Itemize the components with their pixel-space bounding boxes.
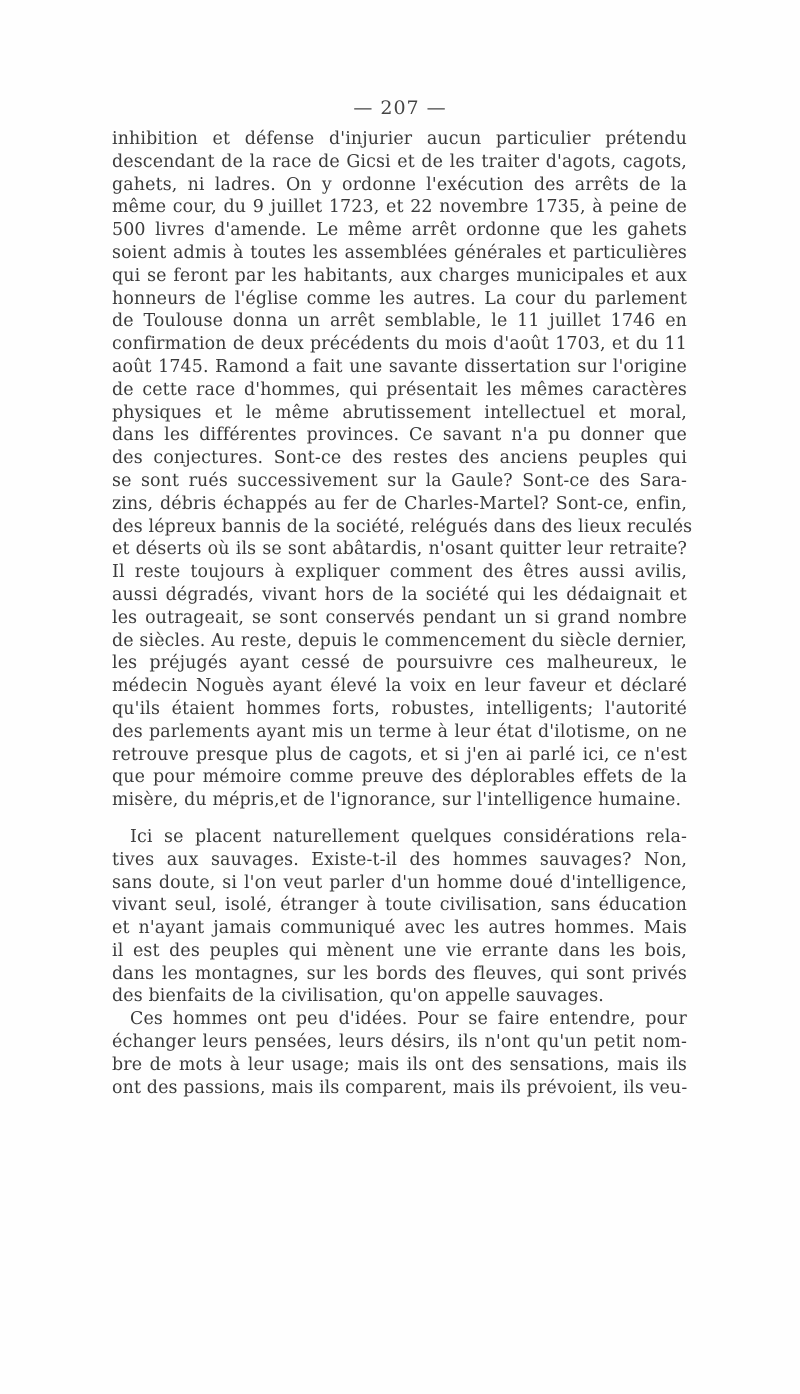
text-line: honneurs de l'église comme les autres. La cour du parlement bbox=[112, 288, 687, 309]
text-line: qu'ils étaient hommes forts, robustes, intelligents; l'autorité bbox=[112, 698, 687, 719]
text-line: se sont rués successivement sur la Gaule? Sont-ce des Sara- bbox=[112, 470, 687, 491]
text-line: et n'ayant jamais communiqué avec les autres hommes. Mais bbox=[112, 918, 687, 939]
text-line: et déserts où ils se sont abâtardis, n'osant quitter leur retraite? bbox=[112, 539, 687, 560]
text-line: vivant seul, isolé, étranger à toute civilisation, sans éducation bbox=[112, 895, 687, 916]
text-line: qui se feront par les habitants, aux charges municipales et aux bbox=[112, 265, 687, 286]
paragraph-1 bbox=[112, 128, 693, 812]
text-line: confirmation de deux précédents du mois d'août 1703, et du 11 bbox=[112, 334, 687, 355]
text-line: descendant de la race de Gicsi et de les traiter d'agots, cagots, bbox=[112, 151, 687, 172]
text-line: des parlements ayant mis un terme à leur état d'ilotisme, on ne bbox=[112, 721, 687, 742]
text-line: bre de mots à leur usage; mais ils ont des sensations, mais ils bbox=[112, 1054, 687, 1075]
text-line: soient admis à toutes les assemblées générales et particulières bbox=[112, 242, 687, 263]
text-line: retrouve presque plus de cagots, et si j'en ai parlé ici, ce n'est bbox=[112, 744, 687, 765]
text-line: les outrageait, se sont conservés pendant un si grand nombre bbox=[112, 607, 687, 628]
body-text bbox=[112, 128, 693, 1099]
text-line: de Toulouse donna un arrêt semblable, le 11 juillet 1746 en bbox=[112, 311, 687, 332]
text-line: dans les montagnes, sur les bords des fleuves, qui sont privés bbox=[112, 963, 687, 984]
text-line: zins, débris échappés au fer de Charles-Martel? Sont-ce, enfin, bbox=[112, 493, 687, 514]
text-line: échanger leurs pensées, leurs désirs, ils n'ont qu'un petit nom- bbox=[112, 1032, 687, 1053]
text-line: misère, du mépris,et de l'ignorance, sur l'intelligence humaine. bbox=[112, 790, 682, 811]
text-line: des conjectures. Sont-ce des restes des anciens peuples qui bbox=[112, 448, 687, 469]
text-line: des lépreux bannis de la société, relégués dans des lieux reculés bbox=[112, 516, 693, 537]
page-number: — 207 — bbox=[353, 97, 447, 119]
text-line: physiques et le même abrutissement intellectuel et moral, bbox=[112, 402, 687, 423]
paragraph-2 bbox=[112, 826, 687, 1008]
text-line: Il reste toujours à expliquer comment des êtres aussi avilis, bbox=[112, 562, 687, 583]
text-line: inhibition et défense d'injurier aucun particulier prétendu bbox=[112, 129, 687, 149]
text-line: sans doute, si l'on veut parler d'un homme doué d'intelligence, bbox=[112, 872, 687, 893]
text-line: même cour, du 9 juillet 1723, et 22 novembre 1735, à peine de bbox=[112, 197, 687, 218]
text-line: Ces hommes ont peu d'idées. Pour se faire entendre, pour bbox=[130, 1009, 687, 1030]
text-line: ont des passions, mais ils comparent, mais ils prévoient, ils veu- bbox=[112, 1077, 688, 1098]
text-line: 500 livres d'amende. Le même arrêt ordonne que les gahets bbox=[112, 220, 687, 241]
text-line: les préjugés ayant cessé de poursuivre ces malheureux, le bbox=[112, 653, 687, 674]
text-line: aussi dégradés, vivant hors de la société qui les dédaignait et bbox=[112, 584, 687, 605]
text-line: de cette race d'hommes, qui présentait les mêmes caractères bbox=[112, 379, 687, 400]
text-line: il est des peuples qui mènent une vie errante dans les bois, bbox=[112, 940, 687, 961]
text-line: dans les différentes provinces. Ce savant n'a pu donner que bbox=[112, 425, 687, 446]
paragraph-spacer bbox=[112, 812, 687, 826]
text-line: que pour mémoire comme preuve des déplorables effets de la bbox=[112, 767, 687, 788]
text-line: Ici se placent naturellement quelques considérations rela- bbox=[130, 826, 687, 847]
text-line: août 1745. Ramond a fait une savante dissertation sur l'origine bbox=[112, 356, 687, 377]
text-line: médecin Noguès ayant élevé la voix en leur faveur et déclaré bbox=[112, 676, 687, 697]
text-line: des bienfaits de la civilisation, qu'on appelle sauvages. bbox=[112, 986, 604, 1007]
text-line: gahets, ni ladres. On y ordonne l'exécution des arrêts de la bbox=[112, 174, 687, 195]
paragraph-3 bbox=[112, 1008, 687, 1099]
text-line: tives aux sauvages. Existe-t-il des hommes sauvages? Non, bbox=[112, 849, 687, 870]
text-line: de siècles. Au reste, depuis le commencement du siècle dernier, bbox=[112, 630, 687, 651]
